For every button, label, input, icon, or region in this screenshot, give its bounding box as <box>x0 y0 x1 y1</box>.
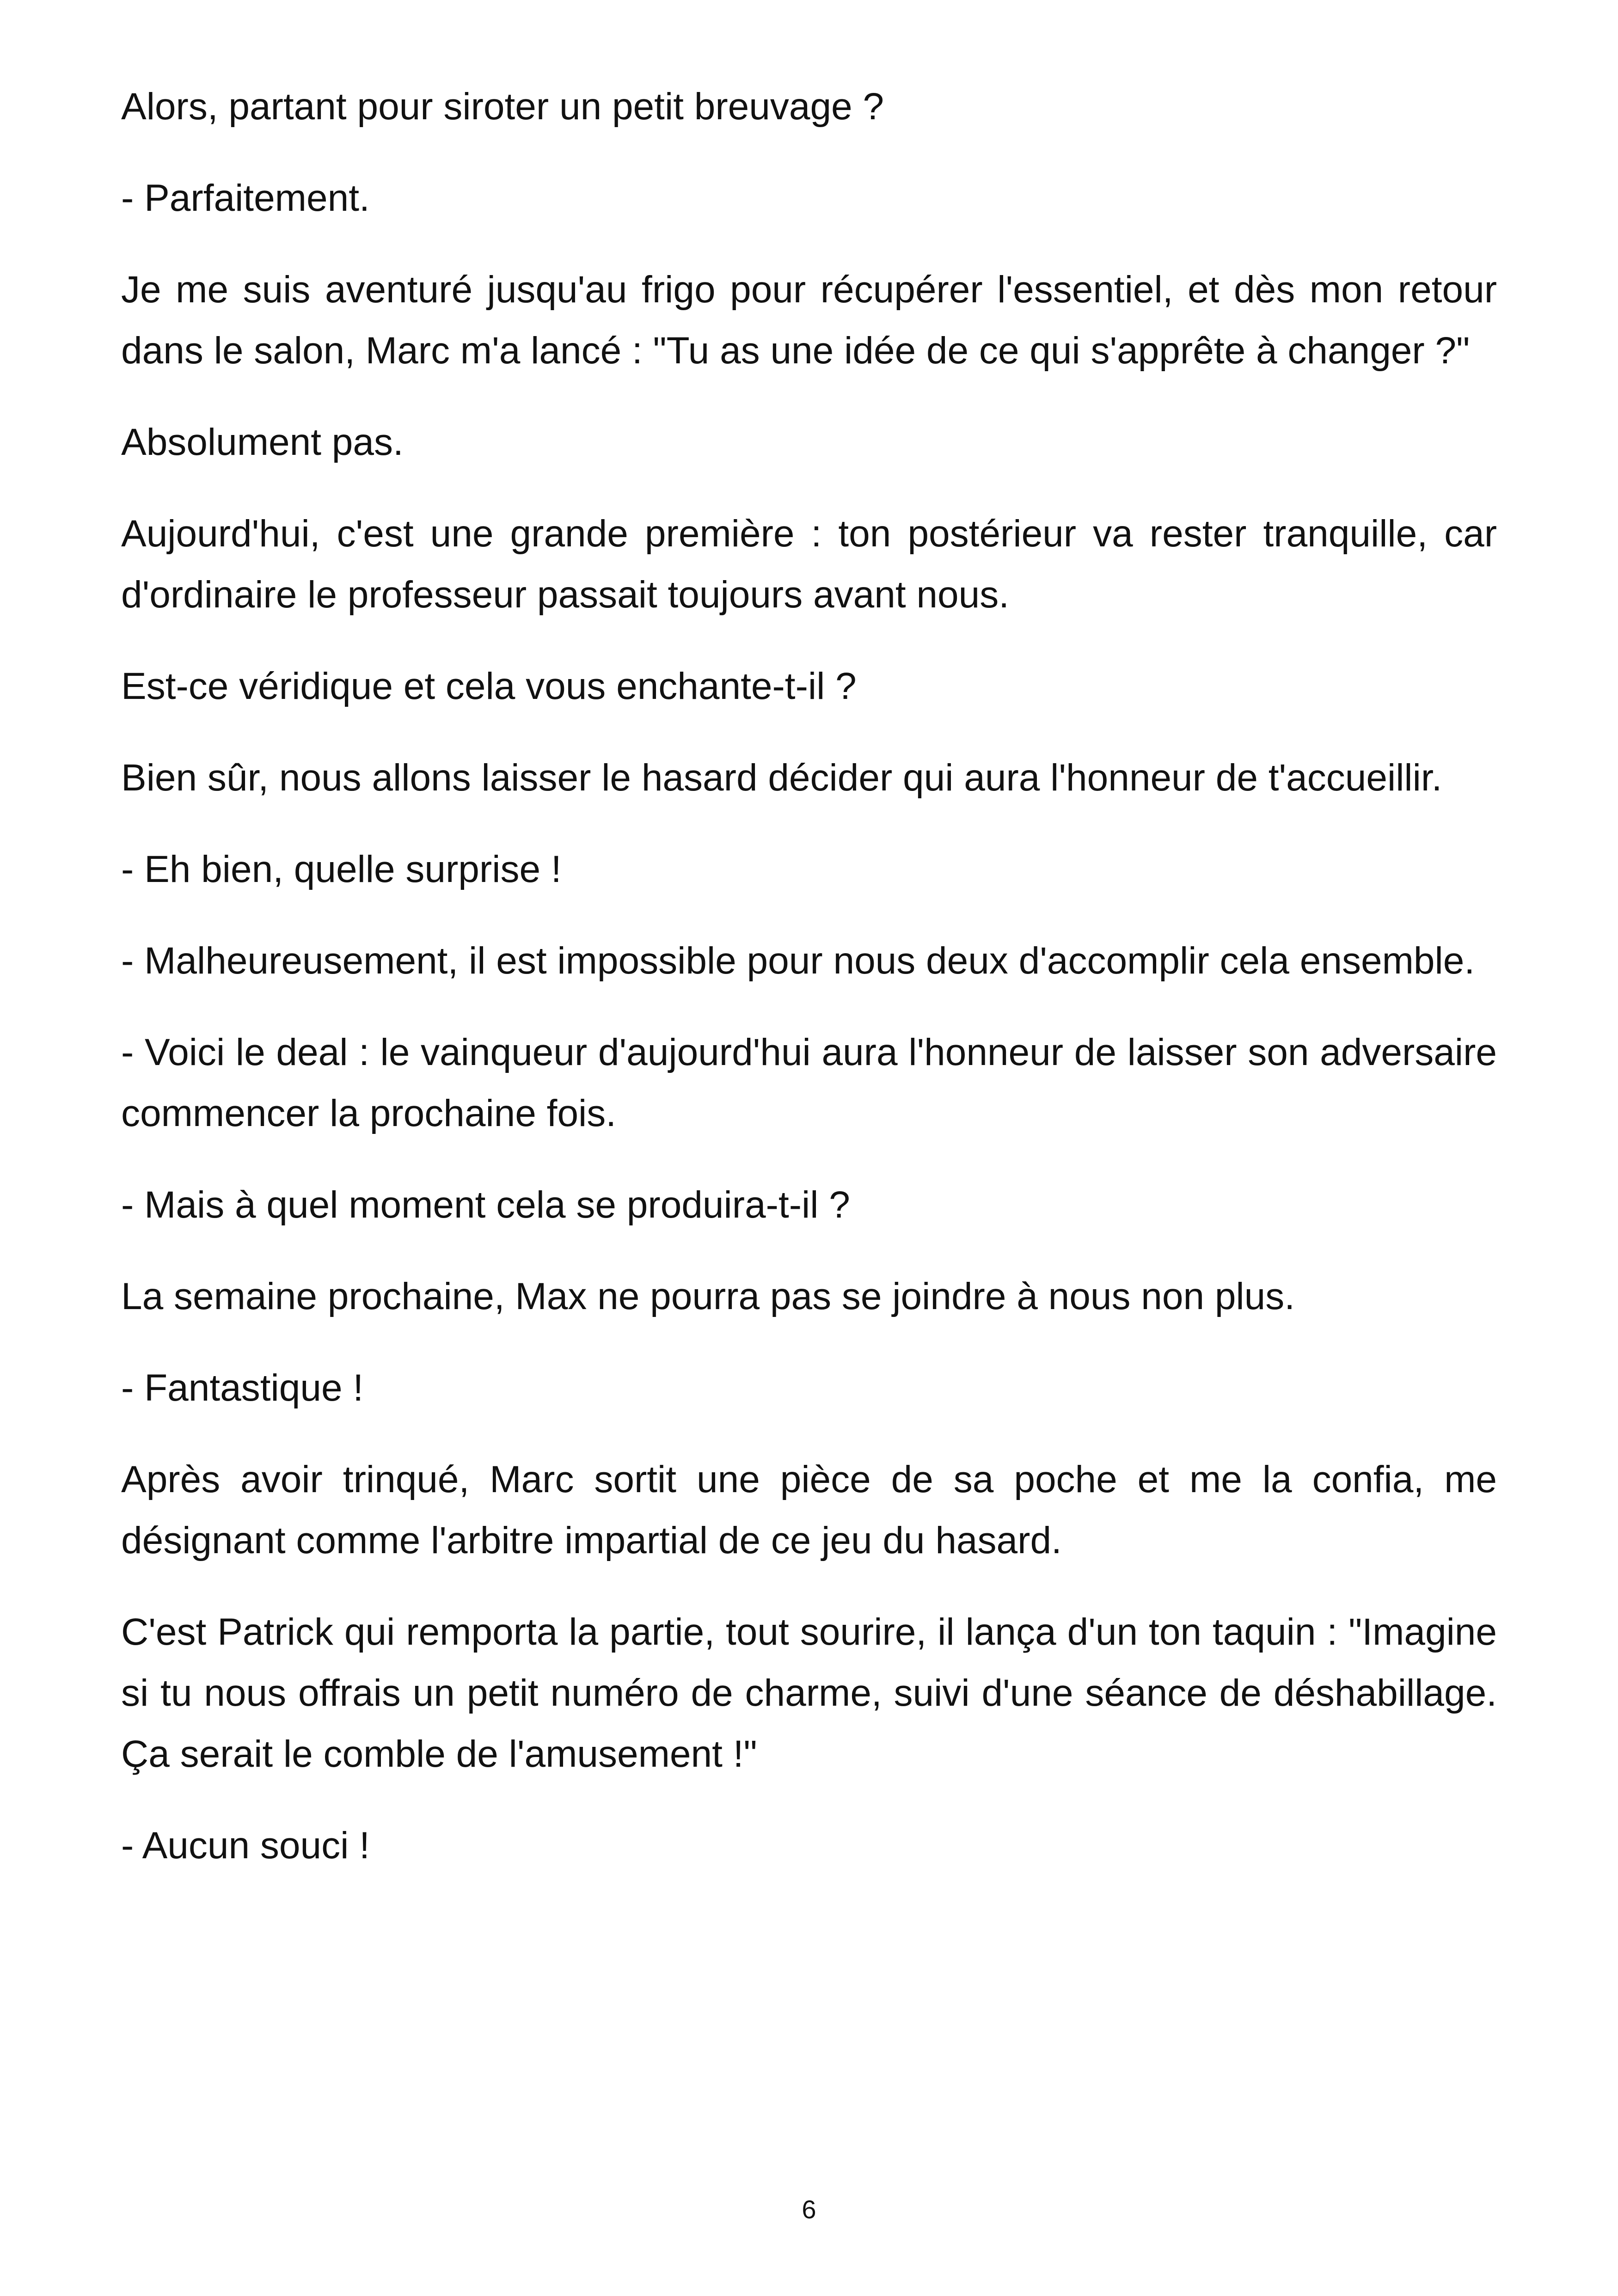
paragraph: C'est Patrick qui remporta la partie, tout sourire, il lança d'un ton taquin : "Imagine si tu nous offrais un petit numéro de charme, suivi d'une séance de déshabillage. Ça serait le comble de l'amusement !" <box>121 1611 1497 1775</box>
paragraph: Est-ce véridique et cela vous enchante-t-il ? <box>121 665 857 707</box>
page-number: 6 <box>802 2195 816 2224</box>
paragraph: - Aucun souci ! <box>121 1825 370 1867</box>
paragraph: Je me suis aventuré jusqu'au frigo pour récupérer l'essentiel, et dès mon retour dans le salon, Marc m'a lancé : "Tu as une idée de ce qui s'apprête à changer ?" <box>121 269 1497 372</box>
paragraph: - Mais à quel moment cela se produira-t-il ? <box>121 1184 850 1226</box>
paragraph: Bien sûr, nous allons laisser le hasard décider qui aura l'honneur de t'accueillir. <box>121 757 1442 799</box>
paragraph: Alors, partant pour siroter un petit breuvage ? <box>121 86 884 128</box>
paragraph: Après avoir trinqué, Marc sortit une pièce de sa poche et me la confia, me désignant comme l'arbitre impartial de ce jeu du hasard. <box>121 1458 1497 1561</box>
paragraph: Aujourd'hui, c'est une grande première : ton postérieur va rester tranquille, car d'ordinaire le professeur passait toujours avant nous. <box>121 513 1497 616</box>
paragraph: Absolument pas. <box>121 421 404 463</box>
paragraph: - Voici le deal : le vainqueur d'aujourd'hui aura l'honneur de laisser son adversaire commencer la prochaine fois. <box>121 1031 1497 1134</box>
paragraph: La semaine prochaine, Max ne pourra pas se joindre à nous non plus. <box>121 1275 1295 1317</box>
paragraph: - Parfaitement. <box>121 177 370 219</box>
paragraph: - Malheureusement, il est impossible pour nous deux d'accomplir cela ensemble. <box>121 940 1475 982</box>
paragraph: - Fantastique ! <box>121 1367 364 1409</box>
paragraph: - Eh bien, quelle surprise ! <box>121 848 562 890</box>
page-body <box>121 76 1497 1907</box>
